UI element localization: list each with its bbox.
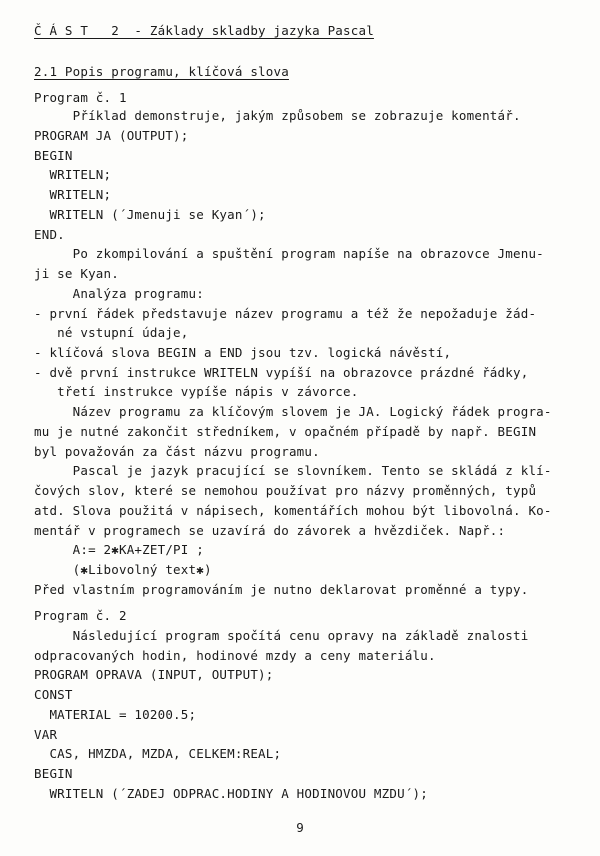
program-1-label: Program č. 1 xyxy=(34,90,127,105)
list-item: - první řádek představuje název programu a též že nepožaduje žád- xyxy=(34,306,537,321)
code-line: CAS, HMZDA, MZDA, CELKEM:REAL; xyxy=(34,746,282,761)
page-number: 9 xyxy=(296,820,304,835)
list-item: třetí instrukce vypíše nápis v závorce. xyxy=(34,384,359,399)
code-line: END. xyxy=(34,227,65,242)
list-item: - dvě první instrukce WRITELN vypíší na obrazovce prázdné řádky, xyxy=(34,365,529,380)
text-line: atd. Slova použitá v nápisech, komentářích mohou být libovolná. Ko- xyxy=(34,503,552,518)
text-line: čových slov, které se nemohou používat pro názvy proměnných, typů xyxy=(34,483,537,498)
code-line: CONST xyxy=(34,687,73,702)
chapter-heading: Č Á S T 2 - Základy skladby jazyka Pascal xyxy=(34,23,374,38)
code-line: BEGIN xyxy=(34,766,73,781)
text-line: Následující program spočítá cenu opravy na základě znalosti xyxy=(34,628,529,643)
text-line: Před vlastním programováním je nutno deklarovat proměnné a typy. xyxy=(34,582,529,597)
code-line: WRITELN (´ZADEJ ODPRAC.HODINY A HODINOVOU MZDU´); xyxy=(34,786,429,801)
code-line: PROGRAM OPRAVA (INPUT, OUTPUT); xyxy=(34,667,274,682)
list-item: né vstupní údaje, xyxy=(34,325,189,340)
code-line: A:= 2✱KA+ZET/PI ; xyxy=(34,542,204,557)
code-line: WRITELN (´Jmenuji se Kyan´); xyxy=(34,207,266,222)
text-line: Pascal je jazyk pracující se slovníkem. Tento se skládá z klí- xyxy=(34,463,552,478)
code-line: (✱Libovolný text✱) xyxy=(34,562,212,577)
list-item: - klíčová slova BEGIN a END jsou tzv. logická návěstí, xyxy=(34,345,452,360)
text-line: Název programu za klíčovým slovem je JA. Logický řádek progra- xyxy=(34,404,552,419)
code-line: PROGRAM JA (OUTPUT); xyxy=(34,128,189,143)
code-line: MATERIAL = 10200.5; xyxy=(34,707,197,722)
text-line: mentář v programech se uzavírá do závorek a hvězdiček. Např.: xyxy=(34,523,506,538)
program-2-label: Program č. 2 xyxy=(34,608,127,623)
text-line: odpracovaných hodin, hodinové mzdy a ceny materiálu. xyxy=(34,648,436,663)
text-line: ji se Kyan. xyxy=(34,266,119,281)
text-line: mu je nutné zakončit středníkem, v opačném případě by např. BEGIN xyxy=(34,424,537,439)
code-line: VAR xyxy=(34,727,58,742)
text-line: byl považován za část názvu programu. xyxy=(34,444,320,459)
code-line: BEGIN xyxy=(34,148,73,163)
text-line: Po zkompilování a spuštění program napíše na obrazovce Jmenu- xyxy=(34,246,544,261)
text-line: Příklad demonstruje, jakým způsobem se zobrazuje komentář. xyxy=(34,108,521,123)
code-line: WRITELN; xyxy=(34,167,112,182)
code-line: WRITELN; xyxy=(34,187,112,202)
section-heading: 2.1 Popis programu, klíčová slova xyxy=(34,64,289,79)
text-line: Analýza programu: xyxy=(34,286,204,301)
